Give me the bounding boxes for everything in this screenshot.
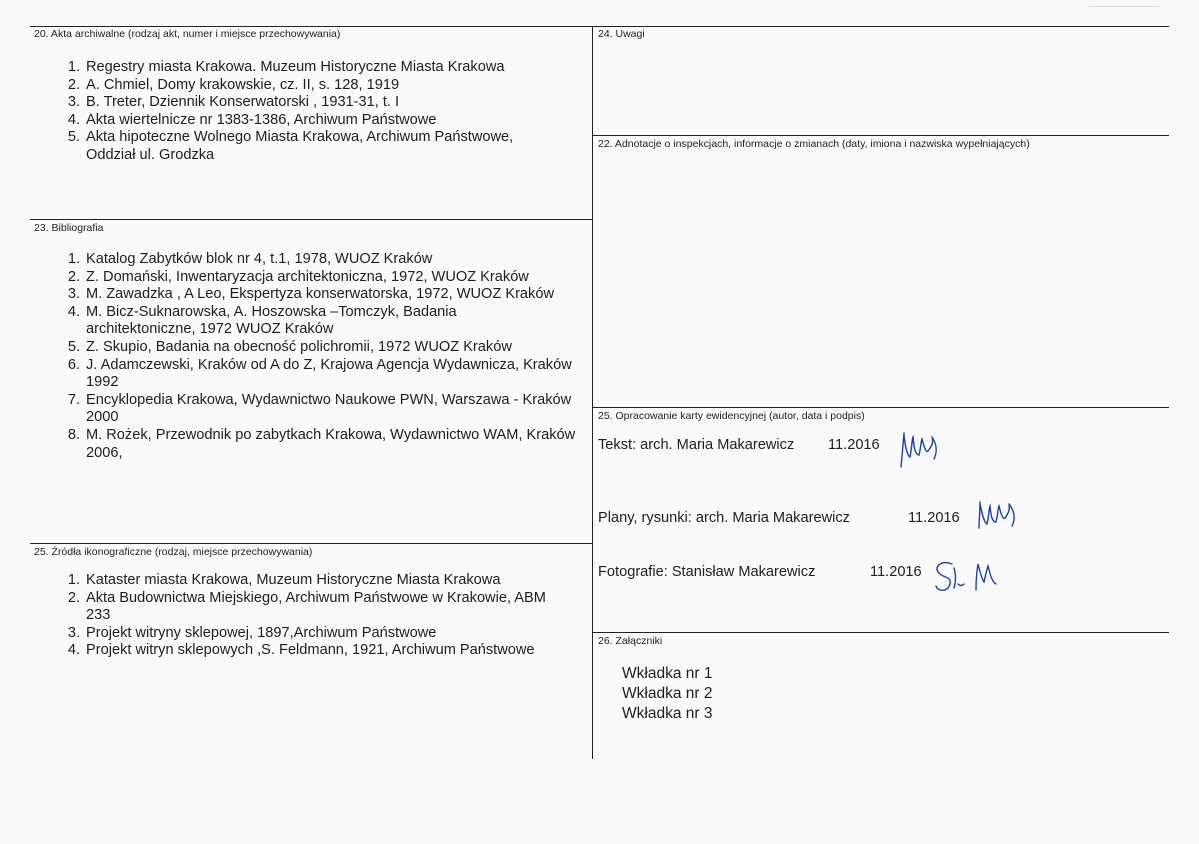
top-border [30,26,1169,27]
section-25-card-rule [592,407,1169,408]
item-text: Katalog Zabytków blok nr 4, t.1, 1978, WUOZ Kraków [86,251,433,267]
list-item [62,590,566,625]
list-item [62,77,562,95]
entry-label: Plany, rysunki: arch. Maria Makarewicz [598,510,850,526]
item-text: M. Zawadzka , A Leo, Ekspertyza konserwatorska, 1972, WUOZ Kraków [86,286,554,303]
item-text: Z. Domański, Inwentaryzacja architektoniczna, 1972, WUOZ Kraków [86,268,529,285]
list-item [62,625,572,643]
list-item [62,392,581,427]
section-20-header: 20. Akta archiwalne (rodzaj akt, numer i miejsce przechowywania) [34,28,341,40]
item-number: 2. [67,589,80,606]
entry-label: Tekst: arch. Maria Makarewicz [598,437,795,453]
item-text: Kataster miasta Krakowa, Muzeum Historyczne Miasta Krakowa [86,572,501,588]
section-25-icon-list [62,572,572,660]
list-item [62,269,567,287]
attachment-item: Wkładka nr 3 [622,705,713,722]
author-entry-text [598,437,880,453]
item-text: A. Chmiel, Domy krakowskie, cz. II, s. 128, 1919 [86,76,400,93]
item-number: 4. [67,303,80,320]
section-23-list [62,251,576,462]
section-22-header: 22. Adnotacje o inspekcjach, informacje o zmianach (daty, imiona i nazwiska wypełniających) [598,138,1030,150]
item-number: 1. [67,572,80,588]
item-number: 1. [67,59,80,75]
section-23-header: 23. Bibliografia [34,222,104,234]
attachments-list [622,664,712,724]
item-text: Encyklopedia Krakowa, Wydawnictwo Naukowe PWN, Warszawa - Kraków 2000 [86,391,572,426]
author-entry-drawings [598,510,960,526]
section-25-icon-rule [30,543,592,544]
entry-date: 11.2016 [828,437,880,453]
author-entry-photos [598,564,922,580]
item-text: Z. Skupio, Badania na obecność polichromii, 1972 WUOZ Kraków [86,338,512,355]
list-item [62,357,581,392]
item-text: Akta wiertelnicze nr 1383-1386, Archiwum Państwowe [86,111,437,128]
item-number: 7. [67,391,80,408]
list-item [62,427,586,462]
item-number: 3. [67,94,80,111]
item-text: M. Rożek, Przewodnik po zabytkach Krakowa, Wydawnictwo WAM, Kraków 2006, [86,426,576,461]
item-text: Akta hipoteczne Wolnego Miasta Krakowa, Archiwum Państwowe, Oddział ul. Grodzka [86,129,514,163]
section-26-header: 26. Załączniki [598,635,663,647]
section-26-rule [592,632,1169,633]
item-number: 4. [67,642,80,659]
section-24-header: 24. Uwagi [598,28,645,40]
section-22-rule [592,135,1169,136]
item-text: Projekt witryn sklepowych ,S. Feldmann, 1921, Archiwum Państwowe [86,642,535,659]
list-item [62,112,562,130]
scan-artifact-line [1089,6,1159,7]
item-number: 3. [67,286,80,303]
item-text: Projekt witryny sklepowej, 1897,Archiwum Państwowe [86,624,437,641]
attachment-item: Wkładka nr 2 [622,685,713,702]
signature-mark [930,556,1010,600]
entry-date: 11.2016 [908,510,960,526]
list-item [62,286,556,304]
item-number: 1. [67,251,80,267]
section-20-list [62,59,562,165]
attachment-item: Wkładka nr 1 [622,665,713,682]
list-item [62,251,567,269]
item-number: 3. [67,624,80,641]
entry-label: Fotografie: Stanisław Makarewicz [598,564,816,580]
signature-mark [898,425,948,471]
item-number: 6. [67,356,80,373]
section-25-card-header: 25. Opracowanie karty ewidencyjnej (autor, data i podpis) [598,410,865,422]
item-text: B. Treter, Dziennik Konserwatorski , 1931-31, t. I [86,94,400,111]
item-text: Akta Budownictwa Miejskiego, Archiwum Państwowe w Krakowie, ABM 233 [86,589,546,624]
section-23-rule [30,219,592,220]
entry-date: 11.2016 [870,564,922,580]
item-number: 5. [67,338,80,355]
list-item [62,572,572,590]
item-number: 4. [67,111,80,128]
item-number: 2. [67,76,80,93]
list-item [62,129,556,164]
list-item [62,642,572,660]
list-item [62,304,541,339]
item-text: Regestry miasta Krakowa. Muzeum Historyczne Miasta Krakowa [86,59,505,75]
item-text: J. Adamczewski, Kraków od A do Z, Krajowa Agencja Wydawnicza, Kraków 1992 [86,356,572,391]
item-number: 8. [67,426,80,443]
item-number: 2. [67,268,80,285]
item-text: M. Bicz-Suknarowska, A. Hoszowska –Tomczyk, Badania architektoniczne, 1972 WUOZ Kraków [86,303,457,338]
list-item [62,59,562,77]
signature-mark [974,496,1024,536]
list-item [62,339,567,357]
list-item [62,94,562,112]
section-25-icon-header: 25. Źródła ikonograficzne (rodzaj, miejsce przechowywania) [34,546,313,558]
item-number: 5. [67,129,80,146]
